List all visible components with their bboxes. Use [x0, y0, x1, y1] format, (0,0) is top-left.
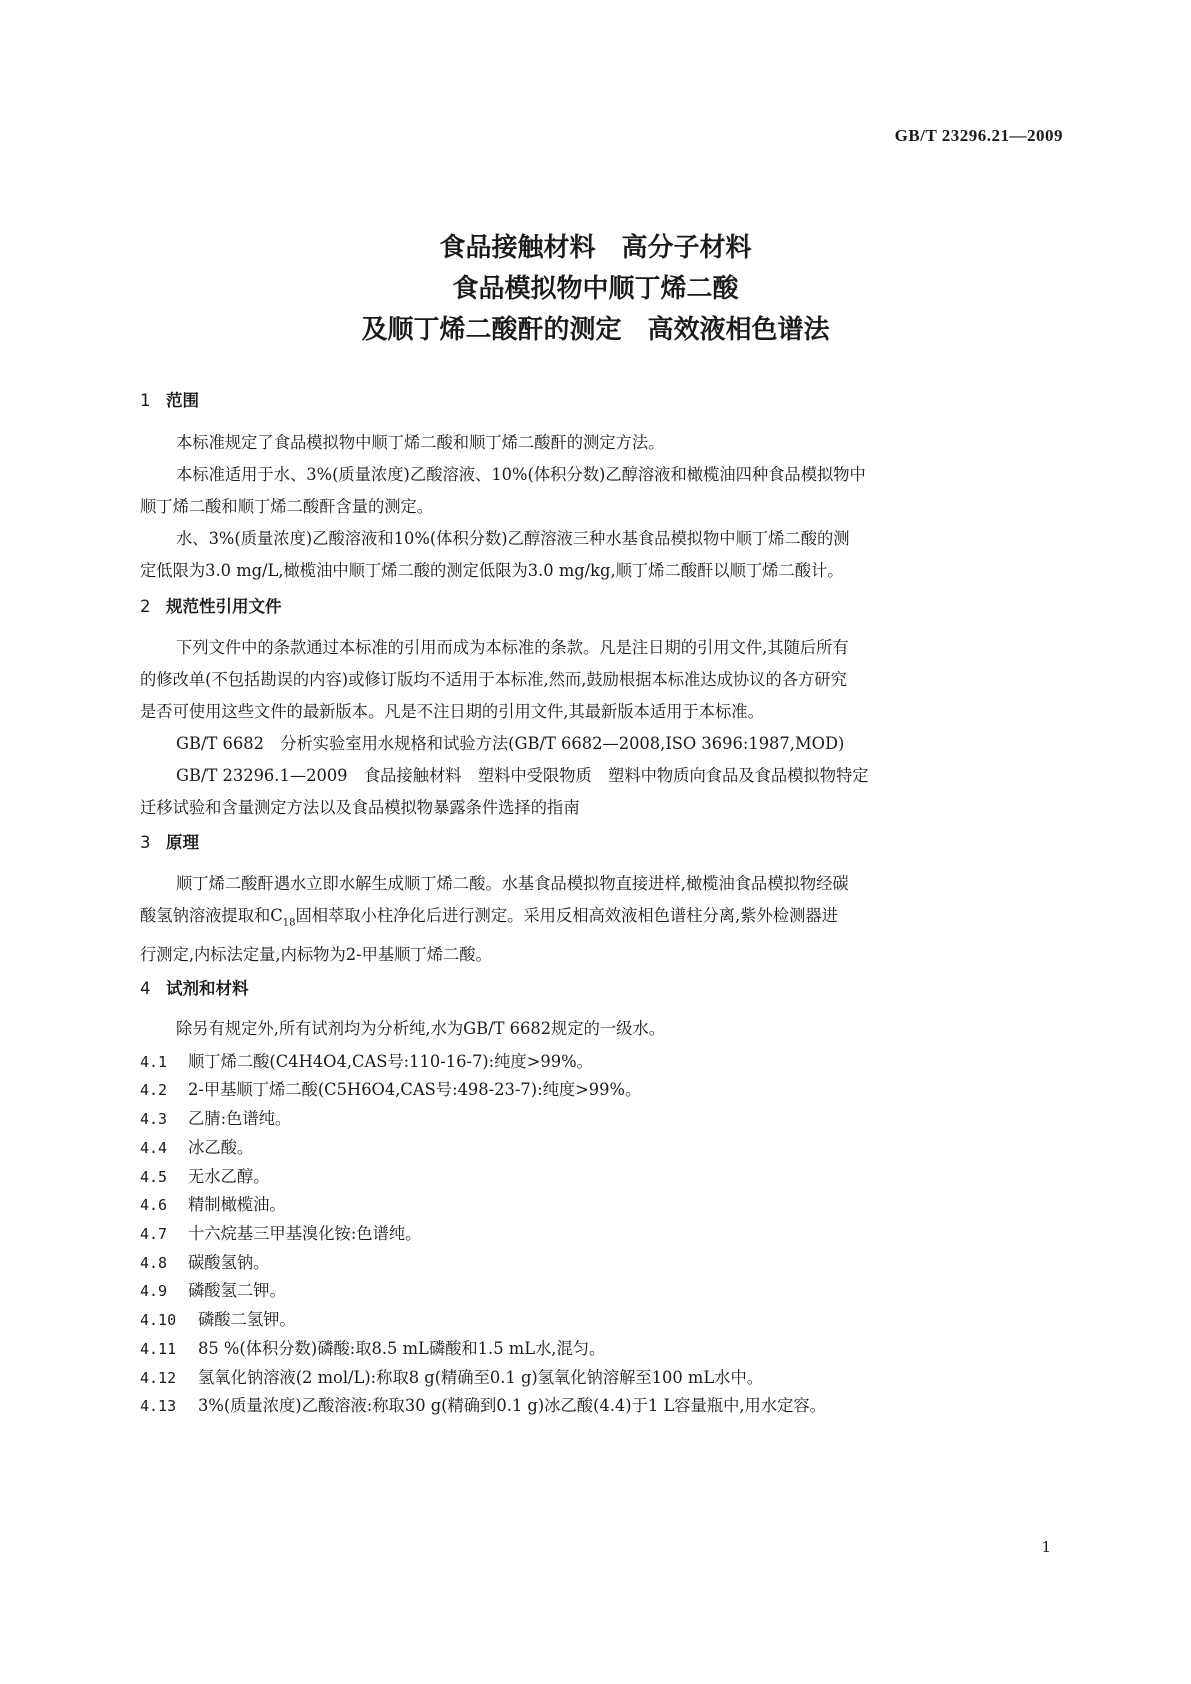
- item-number: 4.9: [140, 1282, 168, 1300]
- section-title: 试剂和材料: [166, 979, 249, 998]
- item-text: 乙腈:色谱纯。: [188, 1109, 292, 1128]
- text-fragment: 酸氢钠溶液提取和C: [140, 906, 283, 925]
- section-number: 1: [140, 391, 151, 410]
- standard-number: GB/T 23296.21—2009: [894, 126, 1063, 145]
- item-text: 磷酸氢二钾。: [188, 1281, 286, 1300]
- item-text: 磷酸二氢钾。: [198, 1310, 296, 1329]
- text-line: 除另有规定外,所有试剂均为分析纯,水为GB/T 6682规定的一级水。: [176, 1019, 666, 1038]
- reagent-item: [140, 1191, 286, 1215]
- text-line: [140, 900, 1045, 939]
- title-line-2: 食品模拟物中顺丁烯二酸: [452, 274, 739, 304]
- section-title: 规范性引用文件: [166, 597, 282, 616]
- item-number: 4.11: [140, 1340, 177, 1358]
- section-4-intro: [140, 1013, 1045, 1045]
- text-line: 是否可使用这些文件的最新版本。凡是不注日期的引用文件,其最新版本适用于本标准。: [140, 702, 764, 721]
- subscript: 18: [282, 917, 296, 929]
- item-number: 4.10: [140, 1311, 177, 1329]
- text-line: 迁移试验和含量测定方法以及食品模拟物暴露条件选择的指南: [140, 798, 580, 817]
- item-number: 4.5: [140, 1168, 168, 1186]
- section-2-body: [140, 632, 1045, 824]
- item-text: 顺丁烯二酸(C4H4O4,CAS号:110-16-7):纯度>99%。: [188, 1052, 593, 1071]
- item-text: 85 %(体积分数)磷酸:取8.5 mL磷酸和1.5 mL水,混匀。: [198, 1339, 606, 1358]
- item-number: 4.6: [140, 1196, 168, 1214]
- item-text: 3%(质量浓度)乙酸溶液:称取30 g(精确到0.1 g)冰乙酸(4.4)于1 L容量瓶中,用水定容。: [198, 1396, 826, 1415]
- text-line: 顺丁烯二酸和顺丁烯二酸酐含量的测定。: [140, 497, 434, 516]
- section-3-body: [140, 868, 1045, 971]
- text-fragment: 固相萃取小柱净化后进行测定。采用反相高效液相色谱柱分离,紫外检测器进: [295, 906, 838, 925]
- title-line-3: 及顺丁烯二酸酐的测定 高效液相色谱法: [361, 315, 830, 345]
- reagent-item: [140, 1364, 763, 1388]
- section-3-heading: [140, 829, 199, 853]
- text-line: 水、3%(质量浓度)乙酸溶液和10%(体积分数)乙醇溶液三种水基食品模拟物中顺丁烯二酸的测: [176, 529, 850, 548]
- item-number: 4.13: [140, 1397, 177, 1415]
- reference-item: GB/T 23296.1—2009 食品接触材料 塑料中受限物质 塑料中物质向食品及食品模拟物特定: [176, 766, 869, 785]
- reagent-item: [140, 1277, 286, 1301]
- item-number: 4.2: [140, 1081, 168, 1099]
- item-text: 氢氧化钠溶液(2 mol/L):称取8 g(精确至0.1 g)氢氧化钠溶解至100 mL水中。: [198, 1368, 764, 1387]
- item-number: 4.4: [140, 1139, 168, 1157]
- section-title: 范围: [166, 391, 199, 410]
- section-1-body: [140, 427, 1045, 587]
- page-number: 1: [1041, 1538, 1051, 1556]
- item-text: 2-甲基顺丁烯二酸(C5H6O4,CAS号:498-23-7):纯度>99%。: [188, 1080, 642, 1099]
- text-line: 本标准规定了食品模拟物中顺丁烯二酸和顺丁烯二酸酐的测定方法。: [176, 433, 665, 452]
- section-title: 原理: [166, 833, 199, 852]
- reagent-item: [140, 1335, 605, 1359]
- section-number: 3: [140, 833, 151, 852]
- text-line: 定低限为3.0 mg/L,橄榄油中顺丁烯二酸的测定低限为3.0 mg/kg,顺丁烯二酸酐以顺丁烯二酸计。: [140, 561, 844, 580]
- reagent-item: [140, 1220, 421, 1244]
- text-line: 本标准适用于水、3%(质量浓度)乙酸溶液、10%(体积分数)乙醇溶液和橄榄油四种食品模拟物中: [176, 465, 866, 484]
- reagent-item: [140, 1163, 269, 1187]
- text-line: 顺丁烯二酸酐遇水立即水解生成顺丁烯二酸。水基食品模拟物直接进样,橄榄油食品模拟物经碳: [176, 874, 849, 893]
- item-text: 十六烷基三甲基溴化铵:色谱纯。: [188, 1224, 422, 1243]
- reagent-item: [140, 1105, 291, 1129]
- reference-item: GB/T 6682 分析实验室用水规格和试验方法(GB/T 6682—2008,ISO 3696:1987,MOD): [176, 734, 845, 753]
- section-4-heading: [140, 975, 249, 999]
- reagent-item: [140, 1306, 296, 1330]
- section-2-heading: [140, 593, 282, 617]
- section-1-heading: [140, 387, 199, 411]
- title-line-1: 食品接触材料 高分子材料: [439, 233, 752, 263]
- item-number: 4.8: [140, 1254, 168, 1272]
- text-line: 下列文件中的条款通过本标准的引用而成为本标准的条款。凡是注日期的引用文件,其随后所有: [176, 638, 849, 657]
- section-number: 2: [140, 597, 151, 616]
- item-text: 冰乙酸。: [188, 1138, 254, 1157]
- item-number: 4.7: [140, 1225, 168, 1243]
- text-line: 的修改单(不包括勘误的内容)或修订版均不适用于本标准,然而,鼓励根据本标准达成协议的各方研究: [140, 670, 847, 689]
- item-number: 4.3: [140, 1110, 168, 1128]
- section-number: 4: [140, 979, 151, 998]
- reagent-item: [140, 1048, 593, 1072]
- item-text: 无水乙醇。: [188, 1167, 270, 1186]
- item-text: 精制橄榄油。: [188, 1195, 286, 1214]
- reagent-item: [140, 1134, 253, 1158]
- item-number: 4.1: [140, 1053, 168, 1071]
- reagent-item: [140, 1392, 826, 1416]
- document-title: [0, 228, 1191, 351]
- item-text: 碳酸氢钠。: [188, 1253, 270, 1272]
- reagent-item: [140, 1249, 269, 1273]
- reagent-item: [140, 1076, 641, 1100]
- item-number: 4.12: [140, 1369, 177, 1387]
- text-line: 行测定,内标法定量,内标物为2-甲基顺丁烯二酸。: [140, 945, 492, 965]
